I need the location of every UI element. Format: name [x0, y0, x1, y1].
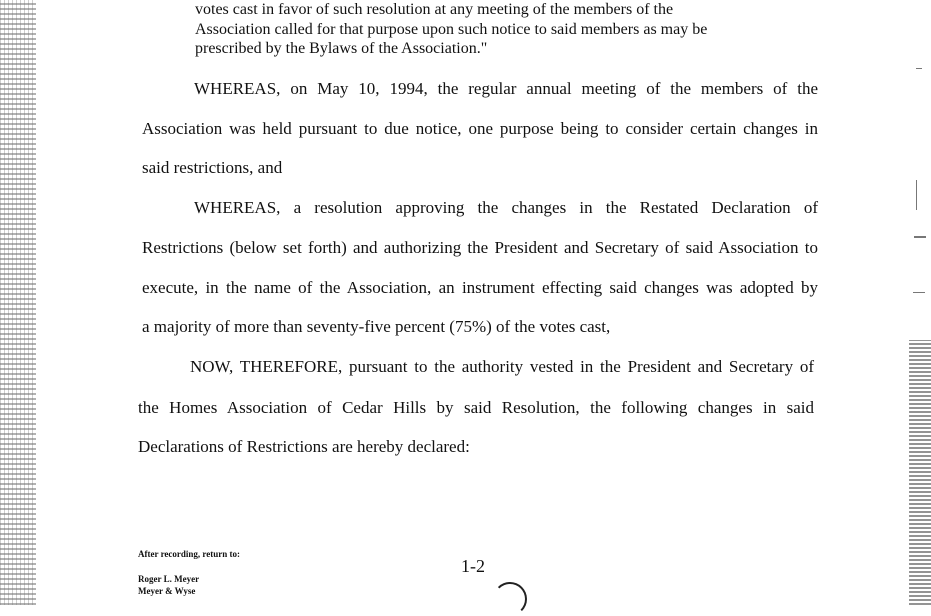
- para2-line-4: a majority of more than seventy-five percent (75%) of the votes cast,: [142, 317, 611, 336]
- para3-line-3: Declarations of Restrictions are hereby declared:: [138, 437, 470, 456]
- return-firm: Meyer & Wyse: [138, 586, 196, 596]
- handwritten-mark: [493, 582, 527, 616]
- para1-line-1: WHEREAS, on May 10, 1994, the regular annual meeting of the members of the: [194, 79, 818, 98]
- quote-line-3: prescribed by the Bylaws of the Association.": [195, 40, 488, 57]
- para1-line-2: Association was held pursuant to due notice, one purpose being to consider certain changes in: [142, 119, 818, 138]
- return-name: Roger L. Meyer: [138, 574, 200, 584]
- scan-mark: [913, 292, 925, 293]
- scan-edge-right: [909, 340, 931, 605]
- para2-line-3: execute, in the name of the Association, an instrument effecting said changes was adopted by: [142, 278, 818, 297]
- para3-line-1: NOW, THEREFORE, pursuant to the authority vested in the President and Secretary of: [190, 357, 814, 376]
- para2-line-2: Restrictions (below set forth) and authorizing the President and Secretary of said Association to: [142, 238, 818, 257]
- para1-line-3: said restrictions, and: [142, 158, 283, 177]
- scan-mark: [916, 68, 922, 69]
- scan-mark: [914, 236, 926, 238]
- scan-mark: [916, 180, 917, 210]
- para2-line-1: WHEREAS, a resolution approving the changes in the Restated Declaration of: [194, 198, 818, 217]
- para3-line-2: the Homes Association of Cedar Hills by said Resolution, the following changes in said: [138, 398, 814, 417]
- page-number: 1-2: [461, 556, 485, 576]
- return-to-label: After recording, return to:: [138, 549, 240, 559]
- quote-line-2: Association called for that purpose upon such notice to said members as may be: [195, 21, 708, 38]
- scan-edge-left: [0, 0, 36, 605]
- quote-line-1: votes cast in favor of such resolution at any meeting of the members of the: [195, 1, 674, 18]
